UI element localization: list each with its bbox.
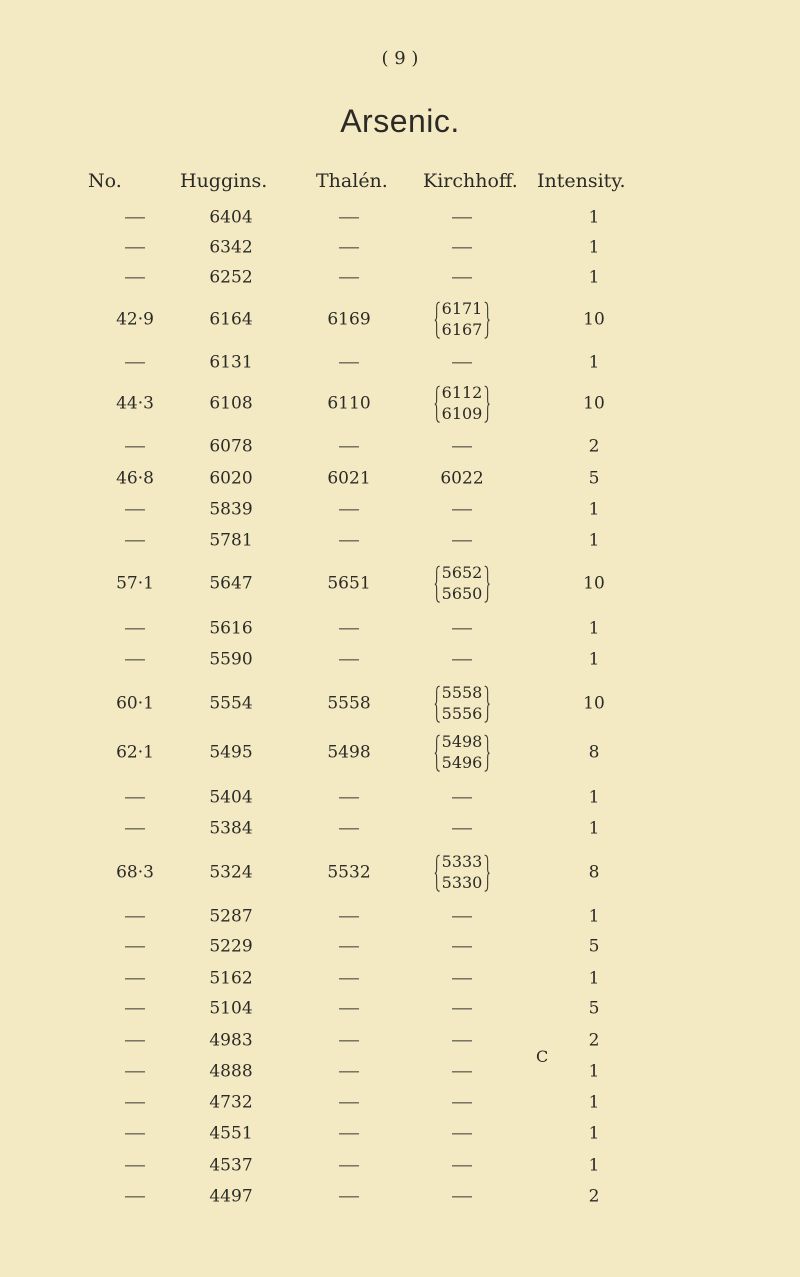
- cell-huggins: 4983: [209, 1030, 253, 1051]
- cell-kirchhoff-dash: [452, 1040, 472, 1041]
- cell-thalen-dash: [339, 362, 359, 363]
- cell-kirchhoff-pair: [435, 383, 490, 425]
- header-intensity: Intensity.: [537, 170, 626, 192]
- cell-thalen-dash: [339, 217, 359, 218]
- cell-thalen-dash: [339, 1040, 359, 1041]
- cell-intensity: 10: [583, 393, 605, 414]
- cell-no: 62·1: [116, 742, 154, 763]
- cell-intensity: 1: [588, 237, 600, 258]
- cell-kirchhoff-dash: [452, 247, 472, 248]
- cell-intensity: 5: [588, 936, 600, 957]
- right-brace: [483, 734, 489, 772]
- cell-kirchhoff-value: 5333: [441, 852, 483, 872]
- cell-huggins: 5495: [209, 742, 253, 763]
- cell-no: 46·8: [116, 468, 154, 489]
- header-no: No.: [88, 170, 122, 192]
- cell-intensity: 5: [588, 468, 600, 489]
- cell-kirchhoff-dash: [452, 828, 472, 829]
- cell-huggins: 5404: [209, 787, 253, 808]
- right-brace: [483, 685, 489, 723]
- cell-thalen-dash: [339, 247, 359, 248]
- cell-kirchhoff-value: 5650: [441, 584, 483, 603]
- right-brace: [483, 565, 489, 603]
- cell-intensity: 10: [583, 573, 605, 594]
- cell-thalen-dash: [339, 1102, 359, 1103]
- cell-thalen-dash: [339, 1196, 359, 1197]
- cell-kirchhoff-dash: [452, 797, 472, 798]
- cell-thalen-dash: [339, 1133, 359, 1134]
- cell-kirchhoff: 6022: [440, 468, 484, 489]
- cell-huggins: 4551: [209, 1123, 253, 1144]
- cell-intensity: 1: [588, 1155, 600, 1176]
- cell-kirchhoff-dash: [452, 1071, 472, 1072]
- cell-no: 42·9: [116, 309, 154, 330]
- cell-kirchhoff-pair: [435, 299, 490, 341]
- left-brace: [435, 565, 441, 603]
- cell-huggins: 4888: [209, 1061, 253, 1082]
- cell-kirchhoff-value: 5498: [441, 732, 483, 752]
- cell-intensity: 1: [588, 1061, 600, 1082]
- cell-intensity: 1: [588, 818, 600, 839]
- cell-kirchhoff-dash: [452, 1008, 472, 1009]
- cell-kirchhoff-dash: [452, 1165, 472, 1166]
- cell-kirchhoff-value: 6171: [441, 299, 483, 319]
- cell-intensity: 5: [588, 998, 600, 1019]
- cell-huggins: 5287: [209, 906, 253, 927]
- cell-no-dash: [125, 659, 145, 660]
- header-huggins: Huggins.: [180, 170, 268, 192]
- cell-kirchhoff-value: 6112: [441, 383, 483, 403]
- cell-kirchhoff-value: 5556: [441, 704, 483, 723]
- cell-huggins: 5324: [209, 862, 253, 883]
- right-brace: [483, 385, 489, 423]
- cell-no-dash: [125, 1196, 145, 1197]
- cell-huggins: 6078: [209, 436, 253, 457]
- left-brace: [435, 854, 441, 892]
- cell-huggins: 5384: [209, 818, 253, 839]
- cell-huggins: 4537: [209, 1155, 253, 1176]
- cell-kirchhoff-value: 6109: [441, 404, 483, 423]
- cell-thalen-dash: [339, 277, 359, 278]
- cell-intensity: 2: [588, 1030, 600, 1051]
- left-brace: [435, 734, 441, 772]
- cell-intensity: 1: [588, 618, 600, 639]
- cell-kirchhoff-dash: [452, 446, 472, 447]
- cell-kirchhoff-value: 5330: [441, 873, 483, 892]
- page-title: Arsenic.: [340, 103, 460, 139]
- left-brace: [435, 685, 441, 723]
- cell-kirchhoff-pair: [435, 852, 490, 894]
- cell-thalen-dash: [339, 446, 359, 447]
- header-kirchhoff: Kirchhoff.: [423, 170, 518, 192]
- cell-thalen: 6110: [327, 393, 371, 414]
- cell-thalen-dash: [339, 828, 359, 829]
- cell-kirchhoff-dash: [452, 916, 472, 917]
- cell-thalen-dash: [339, 797, 359, 798]
- cell-thalen-dash: [339, 509, 359, 510]
- cell-huggins: 5162: [209, 968, 253, 989]
- cell-no: 57·1: [116, 573, 154, 594]
- cell-kirchhoff-pair: [435, 683, 490, 725]
- cell-kirchhoff-pair: [435, 563, 490, 605]
- cell-huggins: 4732: [209, 1092, 253, 1113]
- cell-kirchhoff-value: 6167: [441, 320, 483, 339]
- cell-kirchhoff-dash: [452, 540, 472, 541]
- cell-no-dash: [125, 247, 145, 248]
- cell-huggins: 6020: [209, 468, 253, 489]
- cell-intensity: 2: [588, 1186, 600, 1207]
- cell-no-dash: [125, 509, 145, 510]
- cell-intensity: 1: [588, 787, 600, 808]
- cell-kirchhoff-value: 5496: [441, 753, 483, 772]
- cell-no-dash: [125, 628, 145, 629]
- cell-thalen-dash: [339, 946, 359, 947]
- cell-huggins: 5781: [209, 530, 253, 551]
- cell-huggins: 6131: [209, 352, 253, 373]
- cell-kirchhoff-dash: [452, 978, 472, 979]
- cell-huggins: 5647: [209, 573, 253, 594]
- cell-huggins: 5104: [209, 998, 253, 1019]
- cell-intensity: 10: [583, 309, 605, 330]
- cell-intensity: 1: [588, 499, 600, 520]
- cell-thalen-dash: [339, 628, 359, 629]
- cell-no-dash: [125, 797, 145, 798]
- cell-kirchhoff-dash: [452, 946, 472, 947]
- cell-no-dash: [125, 1008, 145, 1009]
- cell-no-dash: [125, 1133, 145, 1134]
- cell-huggins: 5229: [209, 936, 253, 957]
- cell-thalen-dash: [339, 540, 359, 541]
- cell-intensity: 1: [588, 530, 600, 551]
- cell-kirchhoff-dash: [452, 509, 472, 510]
- cell-kirchhoff-dash: [452, 1102, 472, 1103]
- cell-huggins: 5590: [209, 649, 253, 670]
- cell-no-dash: [125, 446, 145, 447]
- cell-intensity: 1: [588, 1092, 600, 1113]
- cell-intensity: 1: [588, 207, 600, 228]
- cell-intensity: 10: [583, 693, 605, 714]
- cell-kirchhoff-dash: [452, 362, 472, 363]
- cell-intensity: 8: [588, 742, 600, 763]
- cell-intensity: 1: [588, 906, 600, 927]
- cell-kirchhoff-pair: [435, 732, 490, 774]
- cell-no-dash: [125, 1040, 145, 1041]
- cell-intensity: 1: [588, 968, 600, 989]
- right-brace: [483, 854, 489, 892]
- cell-thalen: 5498: [327, 742, 371, 763]
- cell-intensity: 2: [588, 436, 600, 457]
- cell-kirchhoff-dash: [452, 277, 472, 278]
- cell-no-dash: [125, 277, 145, 278]
- cell-huggins: 6252: [209, 267, 253, 288]
- cell-thalen: 6169: [327, 309, 371, 330]
- cell-thalen-dash: [339, 659, 359, 660]
- cell-thalen: 6021: [327, 468, 371, 489]
- cell-huggins: 6108: [209, 393, 253, 414]
- cell-no-dash: [125, 1165, 145, 1166]
- left-brace: [435, 385, 441, 423]
- page-number: ( 9 ): [381, 48, 419, 69]
- cell-kirchhoff-dash: [452, 659, 472, 660]
- cell-kirchhoff-dash: [452, 1133, 472, 1134]
- cell-intensity: 1: [588, 352, 600, 373]
- cell-huggins: 4497: [209, 1186, 253, 1207]
- cell-huggins: 6164: [209, 309, 253, 330]
- cell-huggins: 5839: [209, 499, 253, 520]
- cell-no-dash: [125, 1102, 145, 1103]
- cell-no-dash: [125, 217, 145, 218]
- left-brace: [435, 301, 441, 339]
- cell-kirchhoff-value: 5652: [441, 563, 483, 583]
- cell-no-dash: [125, 978, 145, 979]
- cell-no-dash: [125, 540, 145, 541]
- cell-thalen-dash: [339, 978, 359, 979]
- cell-no: 68·3: [116, 862, 154, 883]
- cell-kirchhoff-dash: [452, 1196, 472, 1197]
- cell-thalen-dash: [339, 1165, 359, 1166]
- right-brace: [483, 301, 489, 339]
- cell-intensity: 1: [588, 649, 600, 670]
- cell-huggins: 5616: [209, 618, 253, 639]
- cell-kirchhoff-dash: [452, 628, 472, 629]
- cell-huggins: 5554: [209, 693, 253, 714]
- cell-thalen: 5558: [327, 693, 371, 714]
- cell-no-dash: [125, 916, 145, 917]
- cell-no: 44·3: [116, 393, 154, 414]
- cell-thalen-dash: [339, 916, 359, 917]
- cell-kirchhoff-dash: [452, 217, 472, 218]
- cell-no: 60·1: [116, 693, 154, 714]
- cell-thalen-dash: [339, 1071, 359, 1072]
- cell-no-dash: [125, 946, 145, 947]
- cell-no-dash: [125, 828, 145, 829]
- cell-no-dash: [125, 1071, 145, 1072]
- cell-thalen: 5532: [327, 862, 371, 883]
- cell-intensity: 1: [588, 267, 600, 288]
- signature-mark: C: [536, 1047, 549, 1066]
- cell-huggins: 6404: [209, 207, 253, 228]
- cell-intensity: 1: [588, 1123, 600, 1144]
- header-thalen: Thalén.: [316, 170, 388, 192]
- cell-kirchhoff-value: 5558: [441, 683, 483, 703]
- cell-intensity: 8: [588, 862, 600, 883]
- cell-no-dash: [125, 362, 145, 363]
- cell-thalen: 5651: [327, 573, 371, 594]
- cell-huggins: 6342: [209, 237, 253, 258]
- cell-thalen-dash: [339, 1008, 359, 1009]
